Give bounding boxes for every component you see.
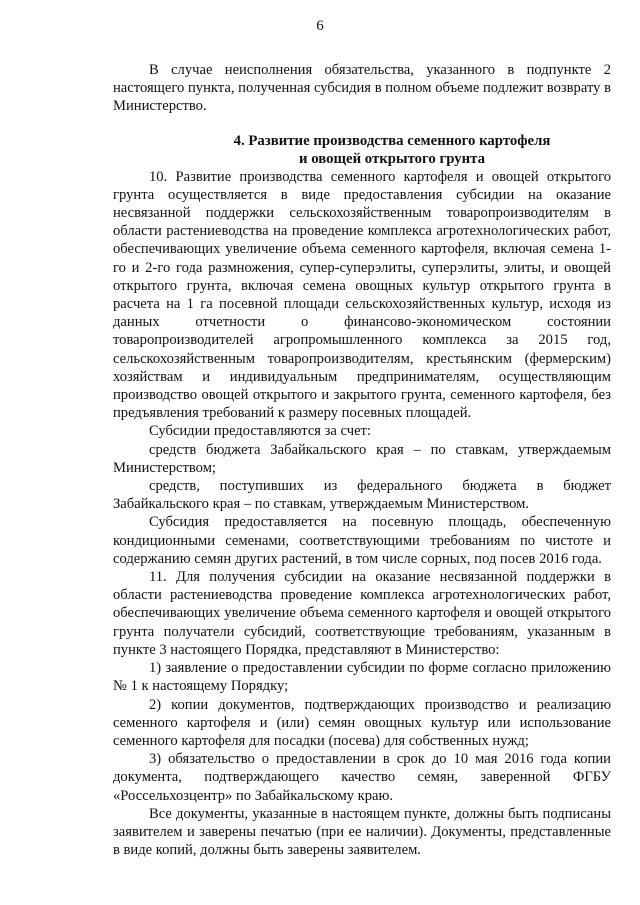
- paragraph-10: 10. Развитие производства семенного картофеля и овощей открытого грунта осуществляется в виде предоставления субсидии на оказание несвязанной поддержки сельскохозяйственным товаропроизводителям в области растениеводства на проведение комплекса агротехнологических работ, обеспечивающих увеличение объема семенного картофеля, включая семена 1-го и 2-го года размножения, супер-суперэлиты, суперэлиты, элиты, и овощей открытого грунта, включая семена овощных культур открытого грунта в расчета на 1 га посевной площади сельскохозяйственных культур, исходя из данных отчетности о финансово-экономическом состоянии товаропроизводителей агропромышленного комплекса за 2015 год, сельскохозяйственным товаропроизводителям, крестьянским (фермерским) хозяйствам и индивидуальным предпринимателям, осуществляющим производство овощей открытого и закрытого грунта, семенного картофеля, без предъявления требований к размеру посевных площадей.: [113, 168, 611, 422]
- paragraph-subsidy-sources: Субсидии предоставляются за счет:: [149, 423, 371, 440]
- list-item-2: 2) копии документов, подтверждающих производство и реализацию семенного картофеля и (или) семян овощных культур или использование семенного картофеля для посадки (посева) для собственных нужд;: [113, 696, 611, 749]
- paragraph-sown-area: Субсидия предоставляется на посевную площадь, обеспеченную кондиционными семенами, соответствующими требованиям по чистоте и содержанию семян других растений, в том числе сорных, под посев 2016 года.: [113, 514, 611, 567]
- section-heading-line-1: 4. Развитие производства семенного картофеля: [233, 132, 551, 149]
- paragraph-regional-budget: средств бюджета Забайкальского края – по ставкам, утверждаемым Министерством;: [113, 441, 611, 476]
- page-number: 6: [316, 18, 324, 34]
- intro-paragraph: В случае неисполнения обязательства, указанного в подпункте 2 настоящего пункта, полученная субсидия в полном объеме подлежит возврату в Министерство.: [113, 62, 611, 115]
- list-item-1: 1) заявление о предоставлении субсидии по форме согласно приложению № 1 к настоящему Порядку;: [113, 660, 611, 695]
- document-body: [113, 61, 611, 859]
- list-item-3: 3) обязательство о предоставлении в срок до 10 мая 2016 года копии документа, подтверждающего качество семян, заверенной ФГБУ «Россельхозцентр» по Забайкальскому краю.: [113, 751, 611, 804]
- section-heading-line-2: и овощей открытого грунта: [298, 150, 486, 167]
- paragraph-documents-signature: Все документы, указанные в настоящем пункте, должны быть подписаны заявителем и заверены печатью (при ее наличии). Документы, представленные в виде копий, должны быть заверены заявителем.: [113, 805, 611, 859]
- section-heading: [113, 132, 611, 168]
- paragraph-federal-budget: средств, поступивших из федерального бюджета в бюджет Забайкальского края – по ставкам, утверждаемым Министерством.: [113, 478, 611, 513]
- paragraph-11: 11. Для получения субсидии на оказание несвязанной поддержки в области растениеводства проведение комплекса агротехнологических работ, обеспечивающих увеличение объема семенного картофеля и овощей открытого грунта получатели субсидий, соответствующие требованиям, указанным в пункте 3 настоящего Порядка, представляют в Министерство:: [113, 569, 611, 658]
